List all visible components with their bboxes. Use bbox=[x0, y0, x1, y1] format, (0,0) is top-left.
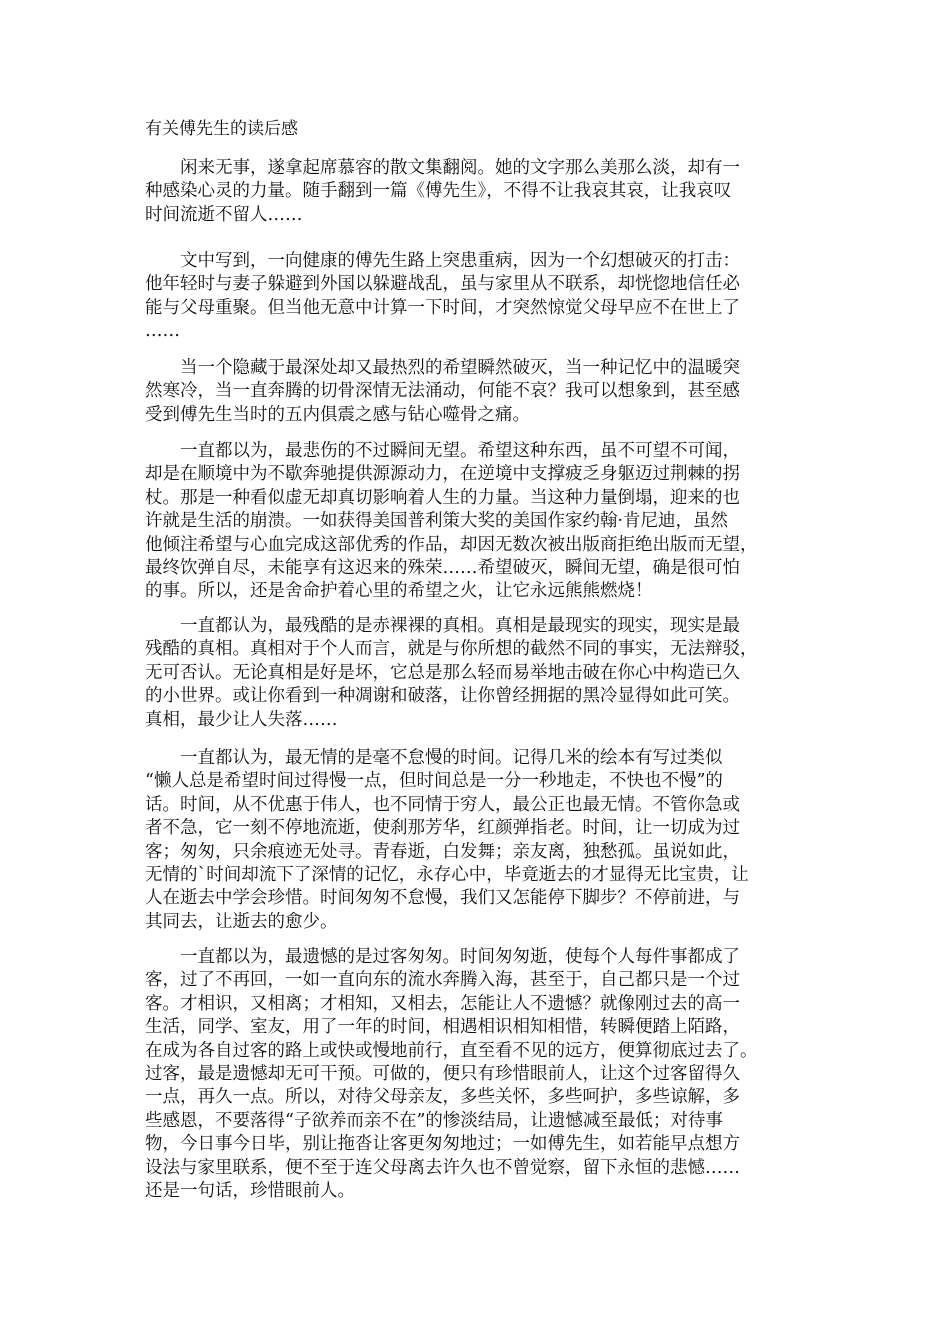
paragraph-line: 其同去，让逝去的愈少。 bbox=[145, 911, 338, 932]
paragraph-line: 的事。所以，还是舍命护着心里的希望之火，让它永远熊熊燃烧！ bbox=[145, 581, 653, 602]
paragraph-line: 客；匆匆，只余痕迹无处寻。青春逝，白发舞；亲友离，独愁孤。虽说如此， bbox=[145, 841, 740, 862]
paragraph-line: 无情的`时间却流下了深情的记忆，永存心中，毕竟逝去的才显得无比宝贵，让 bbox=[145, 865, 749, 886]
paragraph-line: 文中写到，一向健康的傅先生路上突患重病，因为一个幻想破灭的打击： bbox=[145, 251, 740, 271]
paragraph-line: 他年轻时与妻子躲避到外国以躲避战乱，虽与家里从不联系，却恍惚地信任必 bbox=[145, 274, 740, 295]
paragraph-line: 一直都认为，最残酷的是赤裸裸的真相。真相是最现实的现实，现实是最 bbox=[145, 616, 740, 636]
paragraph-6 bbox=[145, 747, 805, 934]
paragraph-line: 杖。那是一种看似虚无却真切影响着人生的力量。当这种力量倒塌，迎来的也 bbox=[145, 487, 740, 508]
paragraph-line: 一直都以为，最悲伤的不过瞬间无望。希望这种东西，虽不可望不可闻， bbox=[145, 441, 740, 461]
paragraph-2 bbox=[145, 250, 805, 344]
paragraph-line: 一点，再久一点。所以，对待父母亲友，多些关怀，多些呵护，多些谅解，多 bbox=[145, 1087, 740, 1108]
paragraph-line: 客。才相识，又相离；才相知，又相去，怎能让人不遗憾？就像刚过去的高一 bbox=[145, 993, 740, 1014]
paragraph-line: 还是一句话，珍惜眼前人。 bbox=[145, 1181, 355, 1202]
paragraph-line: …… bbox=[145, 321, 180, 342]
paragraph-line: 话。时间，从不优惠于伟人，也不同情于穷人，最公正也最无情。不管你急或 bbox=[145, 794, 740, 815]
paragraph-line: 种感染心灵的力量。随手翻到一篇《傅先生》，不得不让我哀其哀，让我哀叹 bbox=[145, 181, 732, 202]
paragraph-7 bbox=[145, 946, 805, 1203]
paragraph-line: 在成为各自过客的路上或快或慢地前行，直至看不见的远方，便算彻底过去了。 bbox=[145, 1040, 758, 1061]
document-title: 有关傅先生的读后感 bbox=[145, 119, 298, 139]
paragraph-4 bbox=[145, 440, 805, 604]
paragraph-line: 的小世界。或让你看到一种凋谢和破落，让你曾经拥据的黑冷显得如此可笑。 bbox=[145, 686, 740, 707]
paragraph-line: 受到傅先生当时的五内俱震之感与钻心噬骨之痛。 bbox=[145, 404, 530, 425]
paragraph-line: 真相，最少让人失落…… bbox=[145, 709, 338, 730]
paragraph-line: 生活，同学、室友，用了一年的时间，相遇相识相知相惜，转瞬便踏上陌路， bbox=[145, 1017, 740, 1038]
paragraph-line: 他倾注希望与心血完成这部优秀的作品，却因无数次被出版商拒绝出版而无望， bbox=[145, 534, 758, 555]
paragraph-line: 能与父母重聚。但当他无意中计算一下时间，才突然惊觉父母早应不在世上了 bbox=[145, 297, 740, 318]
paragraph-3 bbox=[145, 357, 805, 427]
paragraph-line: 最终饮弹自尽，未能享有这迟来的殊荣……希望破灭，瞬间无望，确是很可怕 bbox=[145, 558, 740, 579]
paragraph-line: 无可否认。无论真相是好是坏，它总是那么轻而易举地击破在你心中构造已久 bbox=[145, 662, 740, 683]
paragraph-line: 当一个隐藏于最深处却又最热烈的希望瞬然破灭，当一种记忆中的温暖突 bbox=[145, 358, 740, 378]
paragraph-line: 设法与家里联系，便不至于连父母离去许久也不曾觉察，留下永恒的悲憾…… bbox=[145, 1157, 740, 1178]
paragraph-line: 过客，最是遗憾却无可干预。可做的，便只有珍惜眼前人，让这个过客留得久 bbox=[145, 1064, 740, 1085]
paragraph-line: 闲来无事，遂拿起席慕容的散文集翻阅。她的文字那么美那么淡，却有一 bbox=[145, 158, 740, 178]
paragraph-line: 却是在顺境中为不歇奔驰提供源源动力，在逆境中支撑疲乏身躯迈过荆棘的拐 bbox=[145, 464, 740, 485]
paragraph-line: 许就是生活的崩溃。一如获得美国普利策大奖的美国作家约翰·肯尼迪，虽然 bbox=[145, 511, 729, 532]
paragraph-line: 客，过了不再回，一如一直向东的流水奔腾入海，甚至于，自己都只是一个过 bbox=[145, 970, 740, 991]
paragraph-line: 者不急，它一刻不停地流逝，使刹那芳华，红颜弹指老。时间，让一切成为过 bbox=[145, 818, 740, 839]
paragraph-line: 残酷的真相。真相对于个人而言，就是与你所想的截然不同的事实，无法辩驳， bbox=[145, 639, 758, 660]
paragraph-line: 物，今日事今日毕，别让拖沓让客更匆匆地过；一如傅先生，如若能早点想方 bbox=[145, 1134, 740, 1155]
paragraph-line: 人在逝去中学会珍惜。时间匆匆不怠慢，我们又怎能停下脚步？不停前进，与 bbox=[145, 888, 740, 909]
paragraph-line: “懒人总是希望时间过得慢一点，但时间总是一分一秒地走，不快也不慢”的 bbox=[145, 771, 723, 792]
paragraph-line: 一直都以为，最遗憾的是过客匆匆。时间匆匆逝，使每个人每件事都成了 bbox=[145, 947, 740, 967]
paragraph-line: 些感恩，不要落得“子欲养而亲不在”的惨淡结局，让遗憾减至最低；对待事 bbox=[145, 1110, 723, 1131]
paragraph-1 bbox=[145, 157, 805, 227]
paragraph-line: 一直都认为，最无情的是毫不怠慢的时间。记得几米的绘本有写过类似 bbox=[145, 748, 723, 768]
paragraph-line: 时间流逝不留人…… bbox=[145, 204, 303, 225]
paragraph-5 bbox=[145, 615, 805, 732]
paragraph-line: 然寒冷，当一直奔腾的切骨深情无法涌动，何能不哀？我可以想象到，甚至感 bbox=[145, 381, 740, 402]
